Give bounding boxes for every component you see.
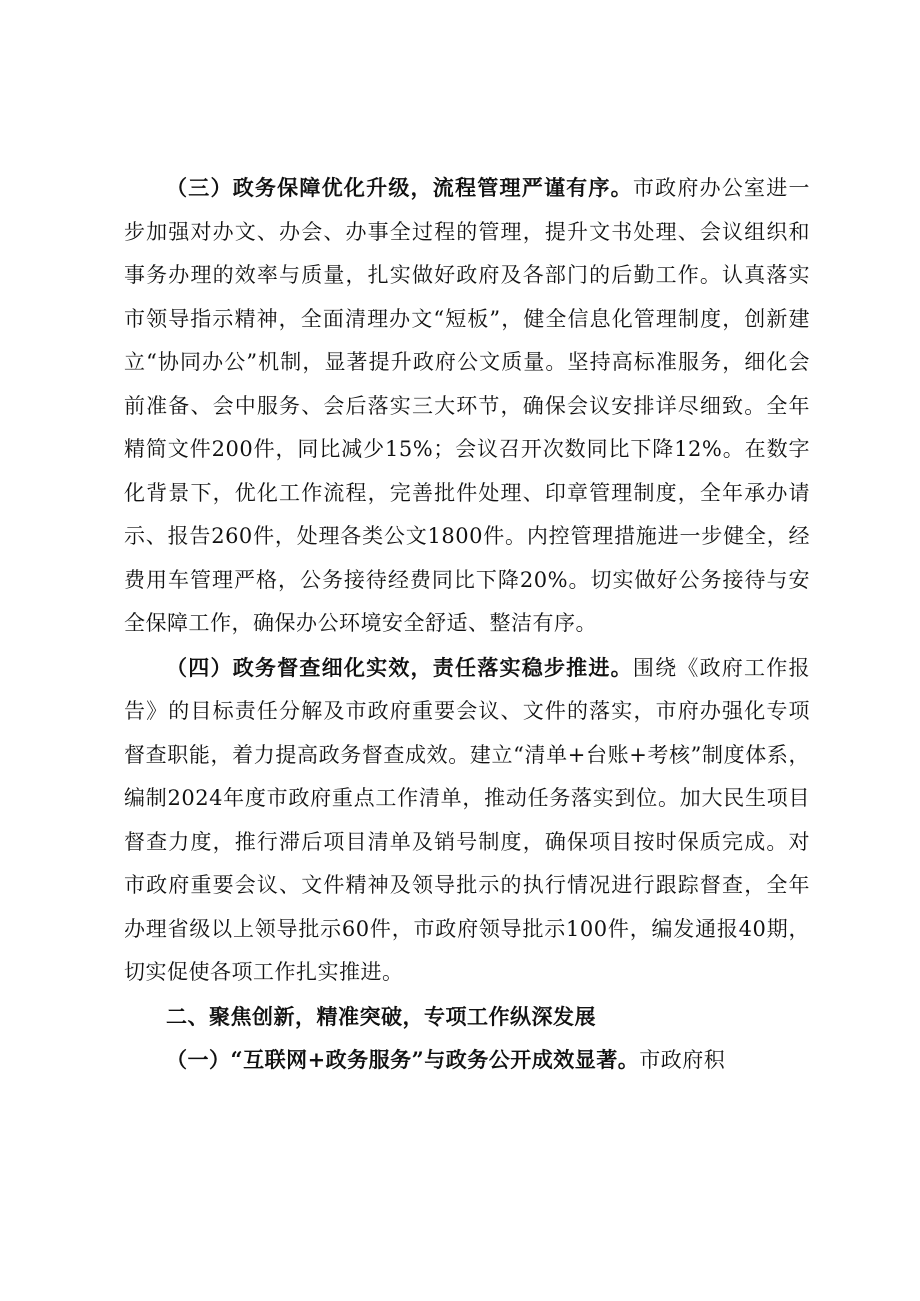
- section-four-body: 围绕《政府工作报告》的目标责任分解及市政府重要会议、文件的落实，市府办强化专项督查职能，着力提高政务督查成效。建立“清单+台账+考核”制度体系，编制2024年度市政府重点工作清单，推动任务落实到位。加大民生项目督查力度，推行滞后项目清单及销号制度，确保项目按时保质完成。对市政府重要会议、文件精神及领导批示的执行情况进行跟踪督查，全年办理省级以上领导批示60件，市政府领导批示100件，编发通报40期，切实促使各项工作扎实推进。: [124, 655, 810, 984]
- chapter-two-heading: 二、聚焦创新，精准突破，专项工作纵深发展: [166, 1003, 596, 1029]
- section-four-paragraph: [124, 646, 810, 995]
- subsection-one-paragraph: [124, 1038, 810, 1083]
- section-three-paragraph: [124, 166, 810, 646]
- subsection-one-body: 市政府积: [639, 1048, 726, 1072]
- section-three-lead: （三）政务保障优化升级，流程管理严谨有序。: [166, 175, 633, 200]
- section-three-body: 市政府办公室进一步加强对办文、办会、办事全过程的管理，提升文书处理、会议组织和事务办理的效率与质量，扎实做好政府及各部门的后勤工作。认真落实市领导指示精神，全面清理办文“短板”，健全信息化管理制度，创新建立“协同办公”机制，显著提升政府公文质量。坚持高标准服务，细化会前准备、会中服务、会后落实三大环节，确保会议安排详尽细致。全年精简文件200件，同比减少15%；会议召开次数同比下降12%。在数字化背景下，优化工作流程，完善批件处理、印章管理制度，全年承办请示、报告260件，处理各类公文1800件。内控管理措施进一步健全，经费用车管理严格，公务接待经费同比下降20%。切实做好公务接待与安全保障工作，确保办公环境安全舒适、整洁有序。: [124, 176, 810, 635]
- section-four-lead: （四）政务督查细化实效，责任落实稳步推进。: [166, 654, 633, 680]
- subsection-one-lead: （一）“互联网+政务服务”与政务公开成效显著。: [166, 1047, 640, 1072]
- document-body: [124, 166, 810, 1083]
